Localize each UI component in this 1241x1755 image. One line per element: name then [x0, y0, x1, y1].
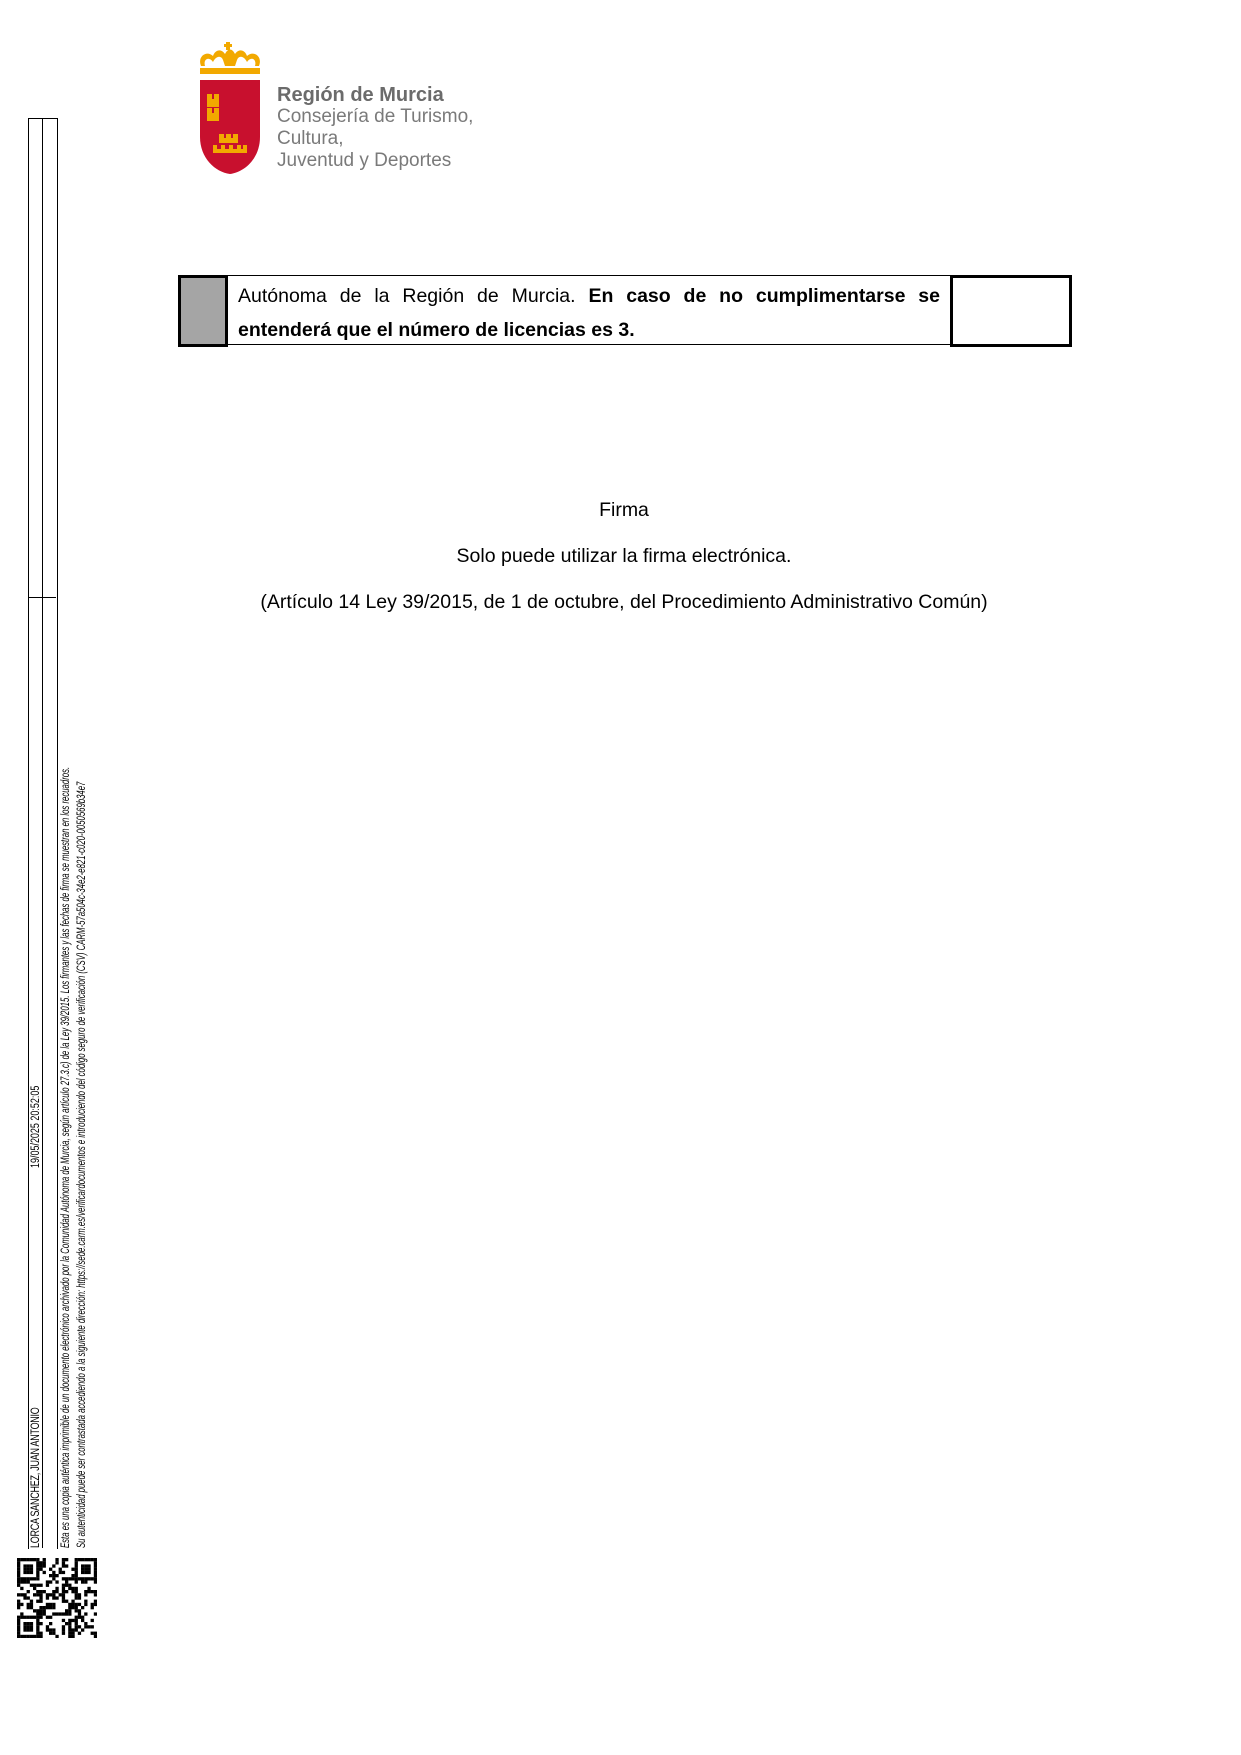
signature-legal-reference: (Artículo 14 Ley 39/2015, de 1 de octubre, del Procedimiento Administrativo Común): [260, 591, 988, 613]
signature-date: 19/05/2025 20:52:05: [30, 1085, 42, 1168]
license-info-bold: En caso de no cumplimentarse se entenderá que el número de licencias es 3.: [238, 285, 941, 341]
logo-subtitle-1: Consejería de Turismo, Cultura,: [277, 106, 474, 149]
logo-subtitle-2: Juventud y Deportes: [277, 150, 452, 171]
qr-code-icon: [17, 1558, 97, 1638]
license-info-row: [178, 275, 1070, 347]
authenticity-statement: Esta es una copia auténtica imprimible de un documento electrónico archivado por la Comunidad Autónoma de Murcia, según artículo 27.3.c) de la Ley 39/2015. Los firmantes y las fechas de firma se muestran en los recuadros.: [60, 766, 72, 1548]
signature-title: Firma: [599, 499, 649, 521]
region-murcia-logo: [195, 42, 535, 177]
signature-note: Solo puede utilizar la firma electrónica.: [456, 545, 792, 567]
license-info-normal: Autónoma de la Región de Murcia.: [238, 285, 589, 307]
logo-title: Región de Murcia: [277, 84, 444, 106]
license-count-input-cell[interactable]: [950, 275, 1072, 347]
logo-text: [277, 84, 535, 172]
signature-block: [178, 498, 1070, 636]
verification-link-text[interactable]: Su autenticidad puede ser contrastada accediendo a la siguiente dirección: https://sede.carm.es/verificardocumentos e introduciendo del código seguro de verificación (CSV) CARM-57a504c-34e2-e821-c020-0050569b34e7: [76, 781, 88, 1548]
coat-of-arms-icon: [195, 42, 265, 177]
signature-margin-tick: [28, 597, 56, 598]
signature-margin-divider: [42, 118, 57, 1548]
license-info-text: [228, 275, 950, 345]
signer-name: LORCA SANCHEZ, JUAN ANTONIO: [30, 1407, 42, 1548]
row-marker-cell: [178, 275, 228, 347]
